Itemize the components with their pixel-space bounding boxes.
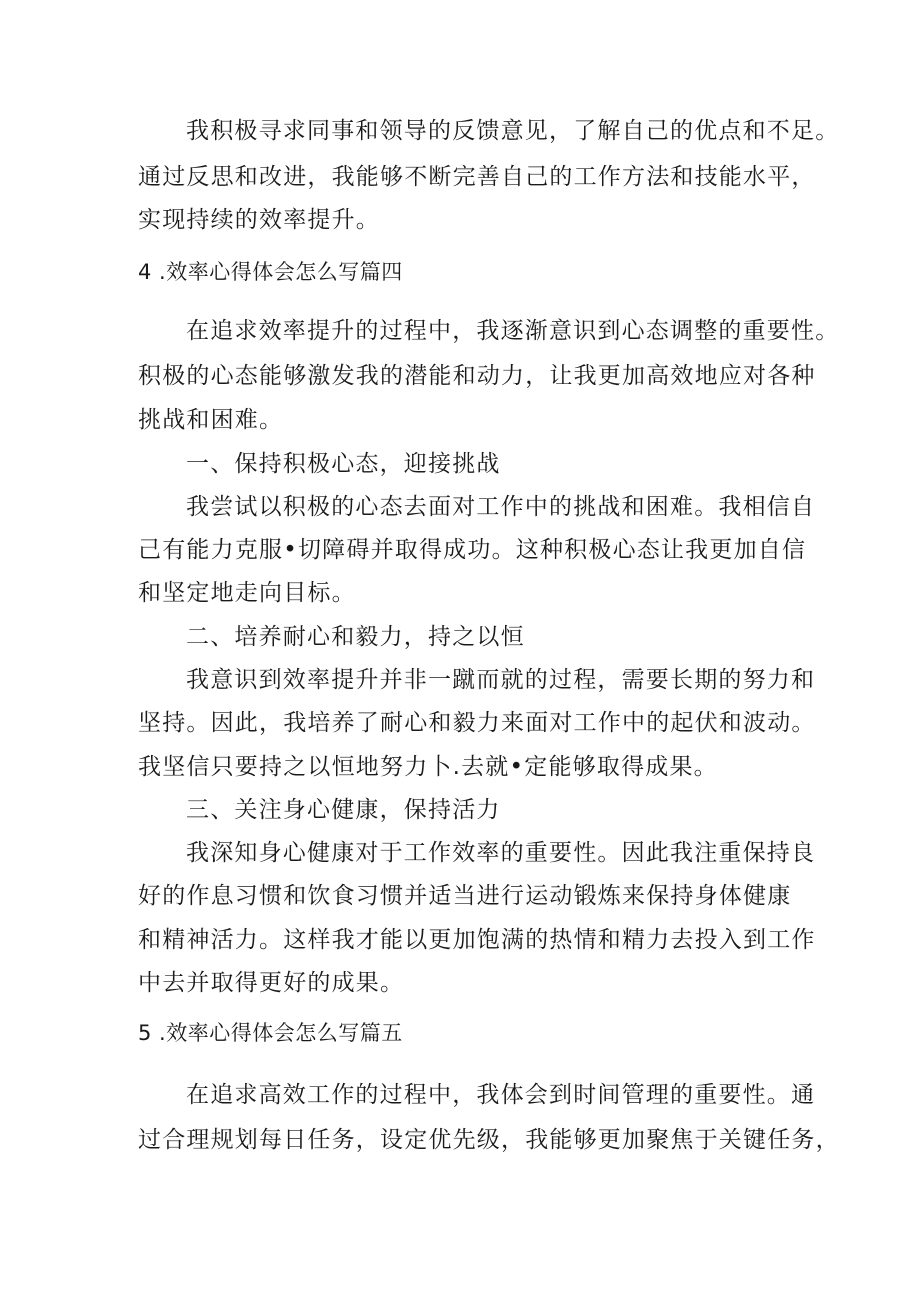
paragraph-line: 挑战和困难。 bbox=[138, 407, 284, 433]
paragraph-line: 和精神活力。这样我才能以更加饱满的热情和精力去投入到工作 bbox=[138, 927, 816, 953]
paragraph-line: 我尝试以积极的心态去面对工作中的挑战和困难。我相信自 bbox=[186, 494, 816, 520]
paragraph-line: 坚持。因此，我培养了耐心和毅力来面对工作中的起伏和波动。 bbox=[138, 710, 816, 736]
paragraph-line: 我坚信只要持之以恒地努力卜.去就•定能够取得成果。 bbox=[138, 754, 718, 780]
paragraph-line: 我深知身心健康对于工作效率的重要性。因此我注重保持良 bbox=[186, 840, 816, 866]
subheading-1: 一、保持积极心态，迎接挑战 bbox=[186, 451, 501, 477]
paragraph-line: 积极的心态能够激发我的潜能和动力，让我更加高效地应对各种 bbox=[138, 363, 816, 389]
paragraph-line: 过合理规划每日任务，设定优先级，我能够更加聚焦于关键任务， bbox=[138, 1127, 840, 1153]
section-heading-4: 4 .效率心得体会怎么写篇四 bbox=[138, 260, 403, 284]
paragraph-line: 中去并取得更好的成果。 bbox=[138, 970, 405, 996]
paragraph-line: 己有能力克服•切障碍并取得成功。这种积极心态让我更加自信 bbox=[138, 537, 807, 563]
paragraph-line: 我意识到效率提升并非一蹴而就的过程，需要长期的努力和 bbox=[186, 667, 816, 693]
subheading-2: 二、培养耐心和毅力，持之以恒 bbox=[186, 624, 525, 650]
paragraph-line: 实现持续的效率提升。 bbox=[138, 207, 380, 233]
paragraph-line: 和坚定地走向目标。 bbox=[138, 580, 356, 606]
paragraph-line: 在追求效率提升的过程中，我逐渐意识到心态调整的重要性。 bbox=[186, 318, 840, 344]
paragraph-line: 通过反思和改进，我能够不断完善自己的工作方法和技能水平， bbox=[138, 164, 816, 190]
subheading-3: 三、关注身心健康，保持活力 bbox=[186, 797, 501, 823]
section-heading-5: 5 .效率心得体会怎么写篇五 bbox=[138, 1021, 403, 1045]
paragraph-line: 我积极寻求同事和领导的反馈意见，了解自己的优点和不足。 bbox=[186, 118, 840, 144]
paragraph-line: 在追求高效工作的过程中，我体会到时间管理的重要性。通 bbox=[186, 1082, 816, 1108]
paragraph-line: 好的作息习惯和饮食习惯并适当进行运动锻炼来保持身体健康 bbox=[138, 883, 792, 909]
